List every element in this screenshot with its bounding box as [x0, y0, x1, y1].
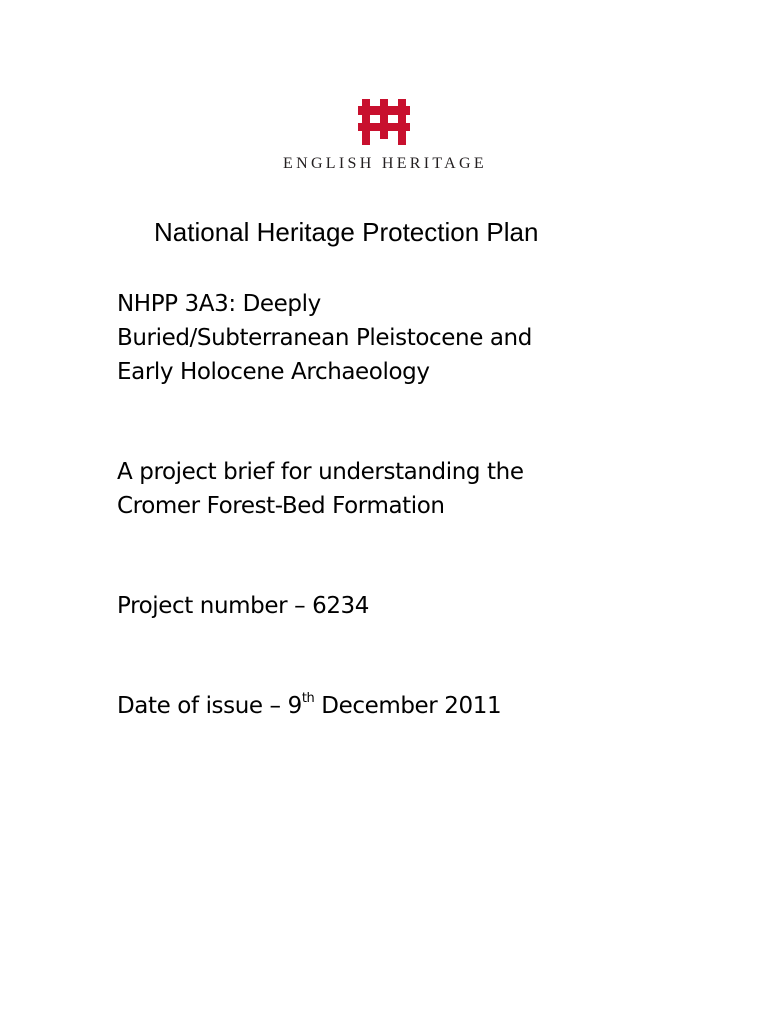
logo-wordmark: ENGLISH HERITAGE [283, 155, 487, 172]
project-number: Project number – 6234 [117, 593, 370, 619]
project-title-line-1: Buried/Subterranean Pleistocene and [117, 325, 532, 351]
english-heritage-portcullis-icon [358, 99, 410, 145]
date-prefix: Date of issue – 9 [117, 693, 302, 719]
brief-line-2: Cromer Forest-Bed Formation [117, 493, 445, 519]
plan-title: National Heritage Protection Plan [154, 217, 539, 247]
brief-line-1: A project brief for understanding the [117, 459, 524, 485]
date-ordinal-suffix: th [301, 691, 315, 706]
project-title-line-2: Early Holocene Archaeology [117, 359, 430, 385]
project-code: NHPP 3A3: Deeply [117, 291, 321, 317]
date-of-issue [117, 689, 501, 723]
date-suffix: December 2011 [314, 693, 502, 719]
